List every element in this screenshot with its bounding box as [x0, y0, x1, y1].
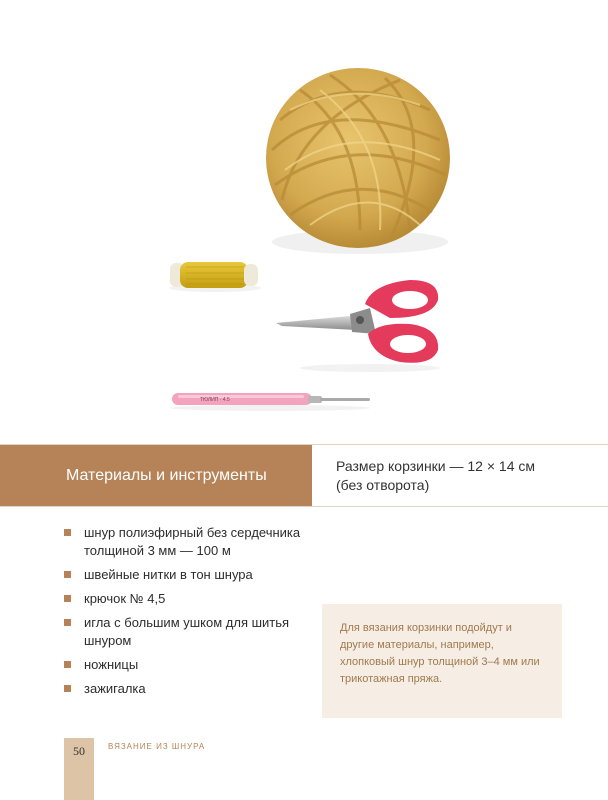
list-item [64, 614, 314, 650]
list-item-text: швейные нитки в тон шнура [84, 567, 253, 582]
running-head: ВЯЗАНИЕ ИЗ ШНУРА [108, 742, 206, 751]
tip-note-text: Для вязания корзинки подойдут и другие материалы, например, хлопковый шнур толщиной 3–4 мм или трикотажная пряжа. [340, 622, 540, 685]
list-item-text: игла с большим ушком для шитья шнуром [84, 615, 290, 648]
list-item-text: крючок № 4,5 [84, 591, 166, 606]
basket-size-line: Размер корзинки — 12 × 14 см [336, 458, 536, 474]
materials-list [64, 524, 314, 704]
square-bullet-icon [64, 571, 71, 578]
yarn-ball-image [266, 68, 450, 254]
basket-size [311, 445, 608, 506]
list-item [64, 566, 314, 584]
list-item-text: ножницы [84, 657, 139, 672]
square-bullet-icon [64, 529, 71, 536]
crochet-hook-image [170, 393, 370, 411]
square-bullet-icon [64, 661, 71, 668]
list-item [64, 656, 314, 674]
square-bullet-icon [64, 619, 71, 626]
list-item [64, 524, 314, 560]
scissors-bottom-handle [368, 324, 438, 363]
square-bullet-icon [64, 595, 71, 602]
square-bullet-icon [64, 685, 71, 692]
list-item [64, 590, 314, 608]
svg-text:ТЮЛИП · 4.5: ТЮЛИП · 4.5 [200, 397, 230, 403]
tip-note [322, 604, 562, 718]
scissors-image [276, 280, 440, 372]
list-item [64, 680, 314, 698]
page-number: 50 [73, 744, 85, 758]
list-item-text: зажигалка [84, 681, 146, 696]
section-title: Материалы и инструменты [0, 445, 311, 506]
scissors-top-handle [365, 280, 438, 318]
basket-size-note: (без отворота) [336, 477, 430, 493]
list-item-text: шнур полиэфирный без сердечника толщиной 3 мм — 100 м [84, 525, 301, 558]
thread-spool-image [169, 262, 261, 292]
materials-banner [0, 444, 608, 507]
